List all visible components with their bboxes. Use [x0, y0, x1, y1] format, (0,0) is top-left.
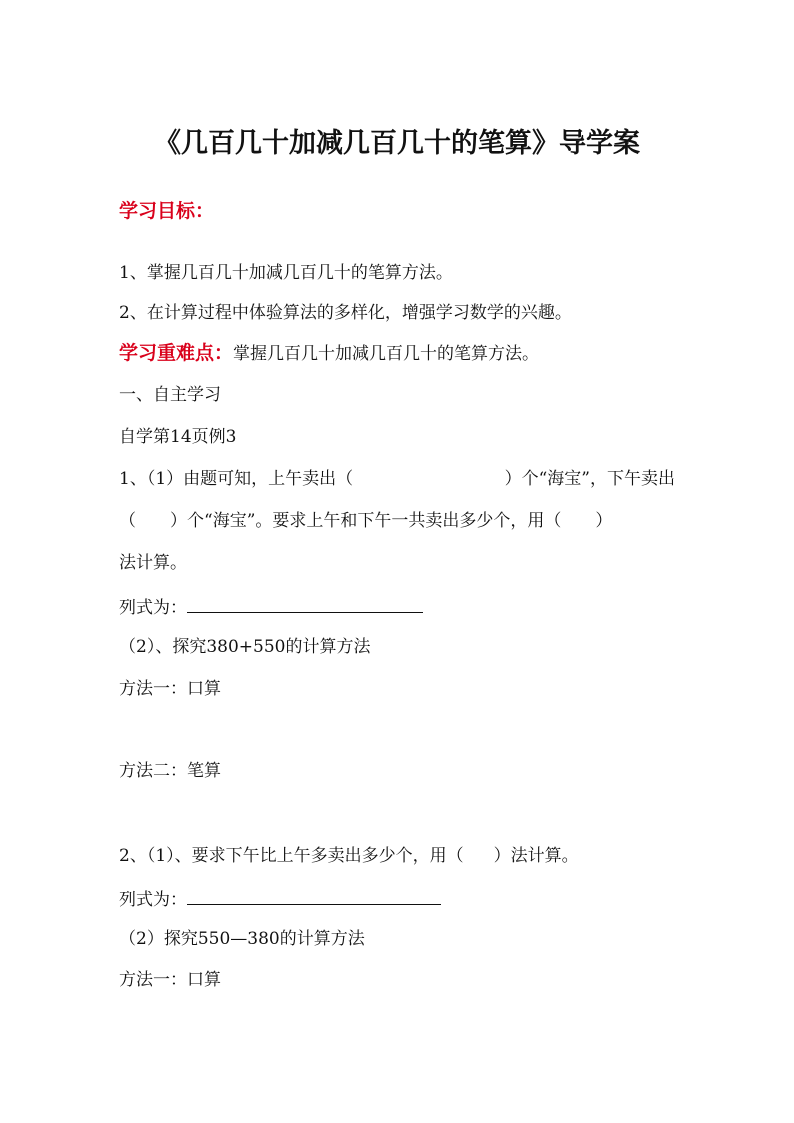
- q1-line1: [119, 468, 675, 490]
- formula-underline[interactable]: [187, 594, 423, 613]
- q2-part2: （2）探究550—380的计算方法: [119, 929, 365, 949]
- answer-blank[interactable]: [409, 468, 449, 490]
- page-title: 《几百几十加减几百几十的笔算》导学案: [154, 128, 640, 159]
- q2-line1: [119, 845, 579, 867]
- section-self-study: 一、自主学习: [119, 385, 221, 405]
- q1-line3: 法计算。: [119, 553, 187, 573]
- q1-method2: 方法二：笔算: [119, 761, 221, 781]
- key-points-text: 掌握几百几十加减几百几十的笔算方法。: [233, 344, 540, 364]
- q1-line2-part-c: ）: [595, 511, 613, 531]
- q1-line1-part-b: ）个“海宝”，下午卖出: [504, 469, 675, 489]
- q2-method1: 方法一：口算: [119, 970, 221, 990]
- q2-formula-label: 列式为：: [119, 890, 187, 910]
- q2-line1-part-b: ）法计算。: [493, 846, 579, 866]
- key-points-label: 学习重难点：: [119, 342, 234, 364]
- q1-part2: （2）、探究380+550的计算方法: [119, 637, 371, 657]
- q1-formula-label: 列式为：: [119, 598, 187, 618]
- q1-line2-part-a: （: [119, 511, 136, 531]
- objectives-heading: 学习目标：: [119, 200, 215, 222]
- q1-formula: [119, 594, 423, 619]
- formula-underline[interactable]: [187, 886, 441, 905]
- q1-line1-part-a: 1、（1）由题可知，上午卖出（: [119, 469, 354, 489]
- key-points: [119, 342, 539, 365]
- q2-line1-part-a: 2、（1）、要求下午比上午多卖出多少个，用（: [119, 846, 464, 866]
- objective-1: 1、掌握几百几十加减几百几十的笔算方法。: [119, 263, 453, 283]
- q1-method1: 方法一：口算: [119, 679, 221, 699]
- q1-line2: [119, 510, 612, 532]
- objective-2: 2、在计算过程中体验算法的多样化，增强学习数学的兴趣。: [119, 303, 572, 323]
- self-study-instruction: 自学第14页例3: [119, 427, 237, 447]
- q2-formula: [119, 886, 441, 911]
- q1-line2-part-b: ）个“海宝”。要求上午和下午一共卖出多少个，用（: [170, 511, 562, 531]
